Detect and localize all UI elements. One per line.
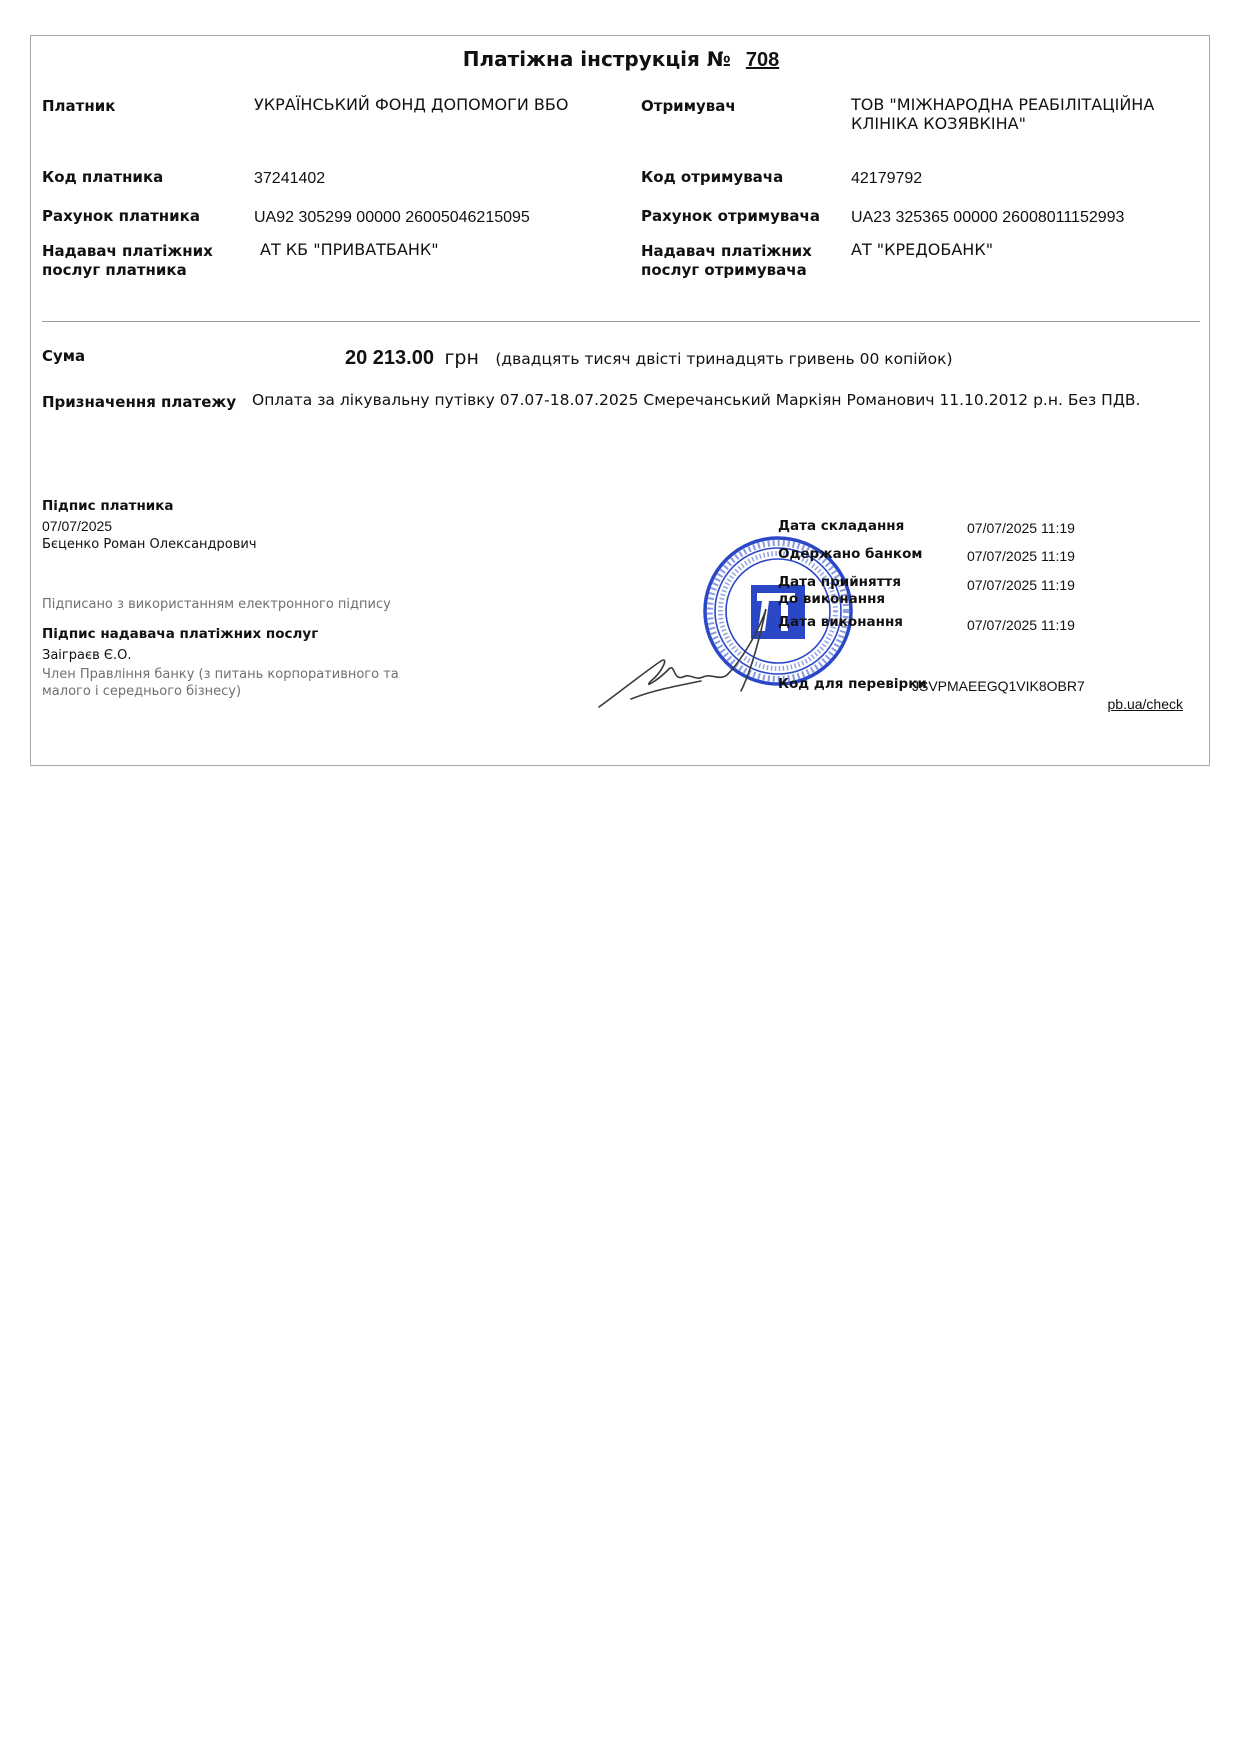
payer-label: Платник xyxy=(42,97,116,115)
payer-code: 37241402 xyxy=(254,170,326,187)
payer-signer-name: Бєценко Роман Олександрович xyxy=(42,537,257,552)
date-accepted-value: 07/07/2025 11:19 xyxy=(967,577,1075,593)
recipient-code: 42179792 xyxy=(851,170,923,187)
verification-code-label: Код для перевірки xyxy=(778,676,927,692)
payer-provider-label-line2: послуг платника xyxy=(42,261,187,279)
instruction-number: 708 xyxy=(745,49,780,71)
date-executed-label: Дата виконання xyxy=(778,614,903,630)
provider-signer-position xyxy=(42,666,399,700)
amount-line xyxy=(345,347,953,370)
payment-instruction-document xyxy=(30,35,1210,766)
date-accepted-label xyxy=(778,574,901,608)
amount-currency: грн xyxy=(444,347,479,369)
recipient-provider-label-line1: Надавач платіжних xyxy=(641,242,812,260)
handwritten-signature xyxy=(599,609,766,707)
date-accepted-label-line2: до виконання xyxy=(778,591,886,607)
date-executed-value: 07/07/2025 11:19 xyxy=(967,617,1075,633)
recipient-provider-label xyxy=(641,242,812,280)
verification-link[interactable]: pb.ua/check xyxy=(1107,696,1183,712)
recipient-name xyxy=(851,95,1154,133)
verification-code: JSVPMAEEGQ1VIK8OBR7 xyxy=(912,678,1085,694)
purpose-text: Оплата за лікувальну путівку 07.07-18.07.2025 Смеречанський Маркіян Романович 11.10.2012 р.н. Без ПДВ. xyxy=(252,391,1141,409)
provider-signature-label: Підпис надавача платіжних послуг xyxy=(42,626,319,642)
payer-provider: АТ КБ "ПРИВАТБАНК" xyxy=(260,240,439,259)
payer-account: UA92 305299 00000 26005046215095 xyxy=(254,209,530,226)
recipient-name-line2: КЛІНІКА КОЗЯВКІНА" xyxy=(851,114,1026,133)
recipient-provider: АТ "КРЕДОБАНК" xyxy=(851,240,994,259)
provider-signer-name: Заіграєв Є.О. xyxy=(42,648,132,663)
date-received-value: 07/07/2025 11:19 xyxy=(967,548,1075,564)
e-signature-note: Підписано з використанням електронного підпису xyxy=(42,597,391,612)
recipient-code-label: Код отримувача xyxy=(641,168,784,186)
date-composed-value: 07/07/2025 11:19 xyxy=(967,520,1075,536)
payer-name: УКРАЇНСЬКИЙ ФОНД ДОПОМОГИ ВБО xyxy=(254,95,569,114)
payer-provider-label xyxy=(42,242,213,280)
provider-position-line1: Член Правління банку (з питань корпоративного та xyxy=(42,667,399,682)
amount-in-words: (двадцять тисяч двісті тринадцять гривень 00 копійок) xyxy=(495,350,953,368)
payer-account-label: Рахунок платника xyxy=(42,207,200,225)
date-accepted-label-line1: Дата прийняття xyxy=(778,574,901,590)
recipient-provider-label-line2: послуг отримувача xyxy=(641,261,807,279)
amount-value: 20 213.00 xyxy=(345,347,434,369)
payer-signature-label: Підпис платника xyxy=(42,498,174,514)
payer-provider-label-line1: Надавач платіжних xyxy=(42,242,213,260)
purpose-label: Призначення платежу xyxy=(42,393,237,411)
recipient-account: UA23 325365 00000 26008011152993 xyxy=(851,209,1125,226)
document-title xyxy=(31,47,1211,72)
title-label: Платіжна інструкція № xyxy=(462,47,731,71)
recipient-account-label: Рахунок отримувача xyxy=(641,207,820,225)
recipient-name-line1: ТОВ "МІЖНАРОДНА РЕАБІЛІТАЦІЙНА xyxy=(851,95,1155,114)
payer-code-label: Код платника xyxy=(42,168,164,186)
payer-signature-date: 07/07/2025 xyxy=(42,518,113,534)
date-composed-label: Дата складання xyxy=(778,518,905,534)
provider-position-line2: малого і середнього бізнесу) xyxy=(42,684,242,699)
recipient-label: Отримувач xyxy=(641,97,736,115)
amount-label: Сума xyxy=(42,347,86,365)
section-divider xyxy=(42,321,1200,322)
date-received-label: Одержано банком xyxy=(778,546,923,562)
